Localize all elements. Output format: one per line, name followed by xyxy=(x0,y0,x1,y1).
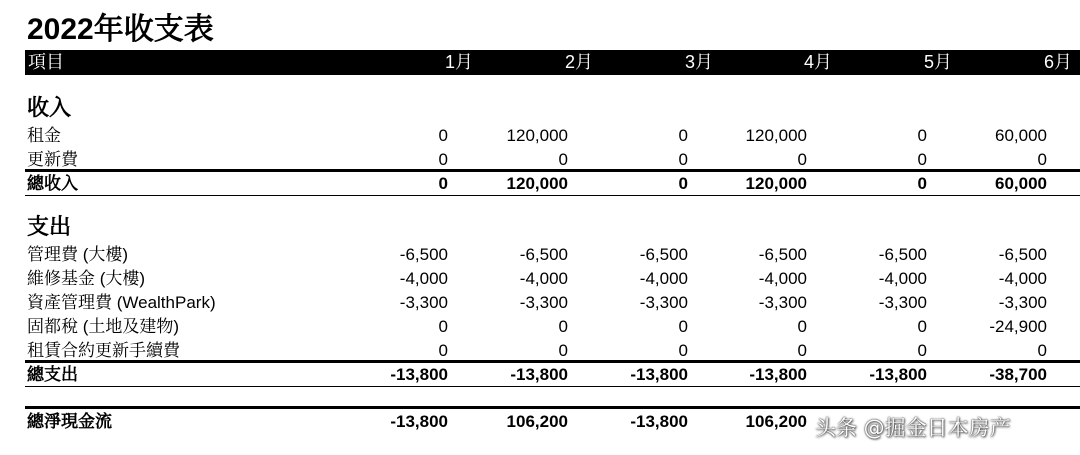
cell: 120,000 xyxy=(745,126,807,145)
watermark-text: 头条 @掘金日本房产 xyxy=(815,416,1011,440)
cell: 60,000 xyxy=(995,126,1047,145)
expense-section-label: 支出 xyxy=(27,214,72,239)
cell: 60,000 xyxy=(995,174,1047,193)
cell: -13,800 xyxy=(869,365,927,384)
cell: 0 xyxy=(438,341,448,360)
table-row xyxy=(0,267,1080,291)
row-label: 租賃合約更新手續費 xyxy=(27,341,180,360)
cell: 0 xyxy=(678,150,688,169)
table-row xyxy=(0,243,1080,267)
cell: -6,500 xyxy=(399,245,448,264)
cell: -3,300 xyxy=(639,293,688,312)
cell: 0 xyxy=(917,174,927,193)
cell: -4,000 xyxy=(639,269,688,288)
cell: -13,800 xyxy=(749,365,807,384)
cell: -3,300 xyxy=(758,293,807,312)
header-item-label: 項目 xyxy=(28,52,64,72)
cell: 0 xyxy=(917,341,927,360)
row-label: 總收入 xyxy=(27,174,78,193)
header-month-2: 2月 xyxy=(564,52,593,72)
income-bottom-rule xyxy=(25,195,1080,196)
row-label: 固都稅 (土地及建物) xyxy=(27,317,180,336)
cell: -6,500 xyxy=(639,245,688,264)
expense-bottom-rule xyxy=(25,386,1080,387)
table-row xyxy=(0,124,1080,148)
cell: -3,300 xyxy=(399,293,448,312)
header-month-5: 5月 xyxy=(923,52,952,72)
cell: -6,500 xyxy=(998,245,1047,264)
income-section-label: 收入 xyxy=(27,95,72,120)
cell: 0 xyxy=(558,341,568,360)
cell: 0 xyxy=(917,126,927,145)
row-label: 更新費 xyxy=(27,150,78,169)
cell: 0 xyxy=(1037,150,1047,169)
cell: 0 xyxy=(1037,341,1047,360)
header-month-3: 3月 xyxy=(684,52,713,72)
table-title: 2022年收支表 xyxy=(27,13,214,46)
row-label: 租金 xyxy=(27,126,61,145)
header-month-6: 6月 xyxy=(1043,52,1072,72)
cell: 0 xyxy=(438,150,448,169)
cell: 0 xyxy=(917,317,927,336)
table-row xyxy=(0,291,1080,315)
row-label: 總支出 xyxy=(27,365,78,384)
cell: -6,500 xyxy=(758,245,807,264)
row-label: 資產管理費 (WealthPark) xyxy=(27,293,216,312)
cell: -13,800 xyxy=(390,412,448,431)
header-month-4: 4月 xyxy=(803,52,832,72)
cell: 0 xyxy=(917,150,927,169)
cell: 120,000 xyxy=(745,174,807,193)
cell: 0 xyxy=(678,317,688,336)
row-label: 總淨現金流 xyxy=(27,412,112,431)
cell: 106,200 xyxy=(745,412,807,431)
cell: -3,300 xyxy=(878,293,927,312)
cell: 0 xyxy=(438,317,448,336)
cell: -6,500 xyxy=(519,245,568,264)
cell: -4,000 xyxy=(998,269,1047,288)
cell: 120,000 xyxy=(506,126,568,145)
cell: -4,000 xyxy=(758,269,807,288)
row-label: 管理費 (大樓) xyxy=(27,245,129,264)
income-total-row xyxy=(0,172,1080,196)
cell: -13,800 xyxy=(510,365,568,384)
cell: 0 xyxy=(678,126,688,145)
row-label: 維修基金 (大樓) xyxy=(27,269,146,288)
cell: 0 xyxy=(558,317,568,336)
header-month-1: 1月 xyxy=(444,52,473,72)
cell: -3,300 xyxy=(519,293,568,312)
header-row xyxy=(25,50,1080,75)
cell: -13,800 xyxy=(630,365,688,384)
cell: 120,000 xyxy=(506,174,568,193)
cell: -4,000 xyxy=(519,269,568,288)
cell: 0 xyxy=(558,150,568,169)
cell: -13,800 xyxy=(630,412,688,431)
cell: 0 xyxy=(438,126,448,145)
cell: 0 xyxy=(797,341,807,360)
cell: -6,500 xyxy=(878,245,927,264)
cell: 0 xyxy=(797,317,807,336)
cell: -3,300 xyxy=(998,293,1047,312)
cell: -4,000 xyxy=(878,269,927,288)
cell: -13,800 xyxy=(390,365,448,384)
cell: -38,700 xyxy=(989,365,1047,384)
expense-total-row xyxy=(0,363,1080,387)
cell: -4,000 xyxy=(399,269,448,288)
cell: 106,200 xyxy=(506,412,568,431)
net-total-rule xyxy=(25,406,1080,409)
cell: 0 xyxy=(797,150,807,169)
cell: 0 xyxy=(678,341,688,360)
cell: 0 xyxy=(438,174,448,193)
table-row xyxy=(0,315,1080,339)
cell: 0 xyxy=(678,174,688,193)
cell: -24,900 xyxy=(989,317,1047,336)
